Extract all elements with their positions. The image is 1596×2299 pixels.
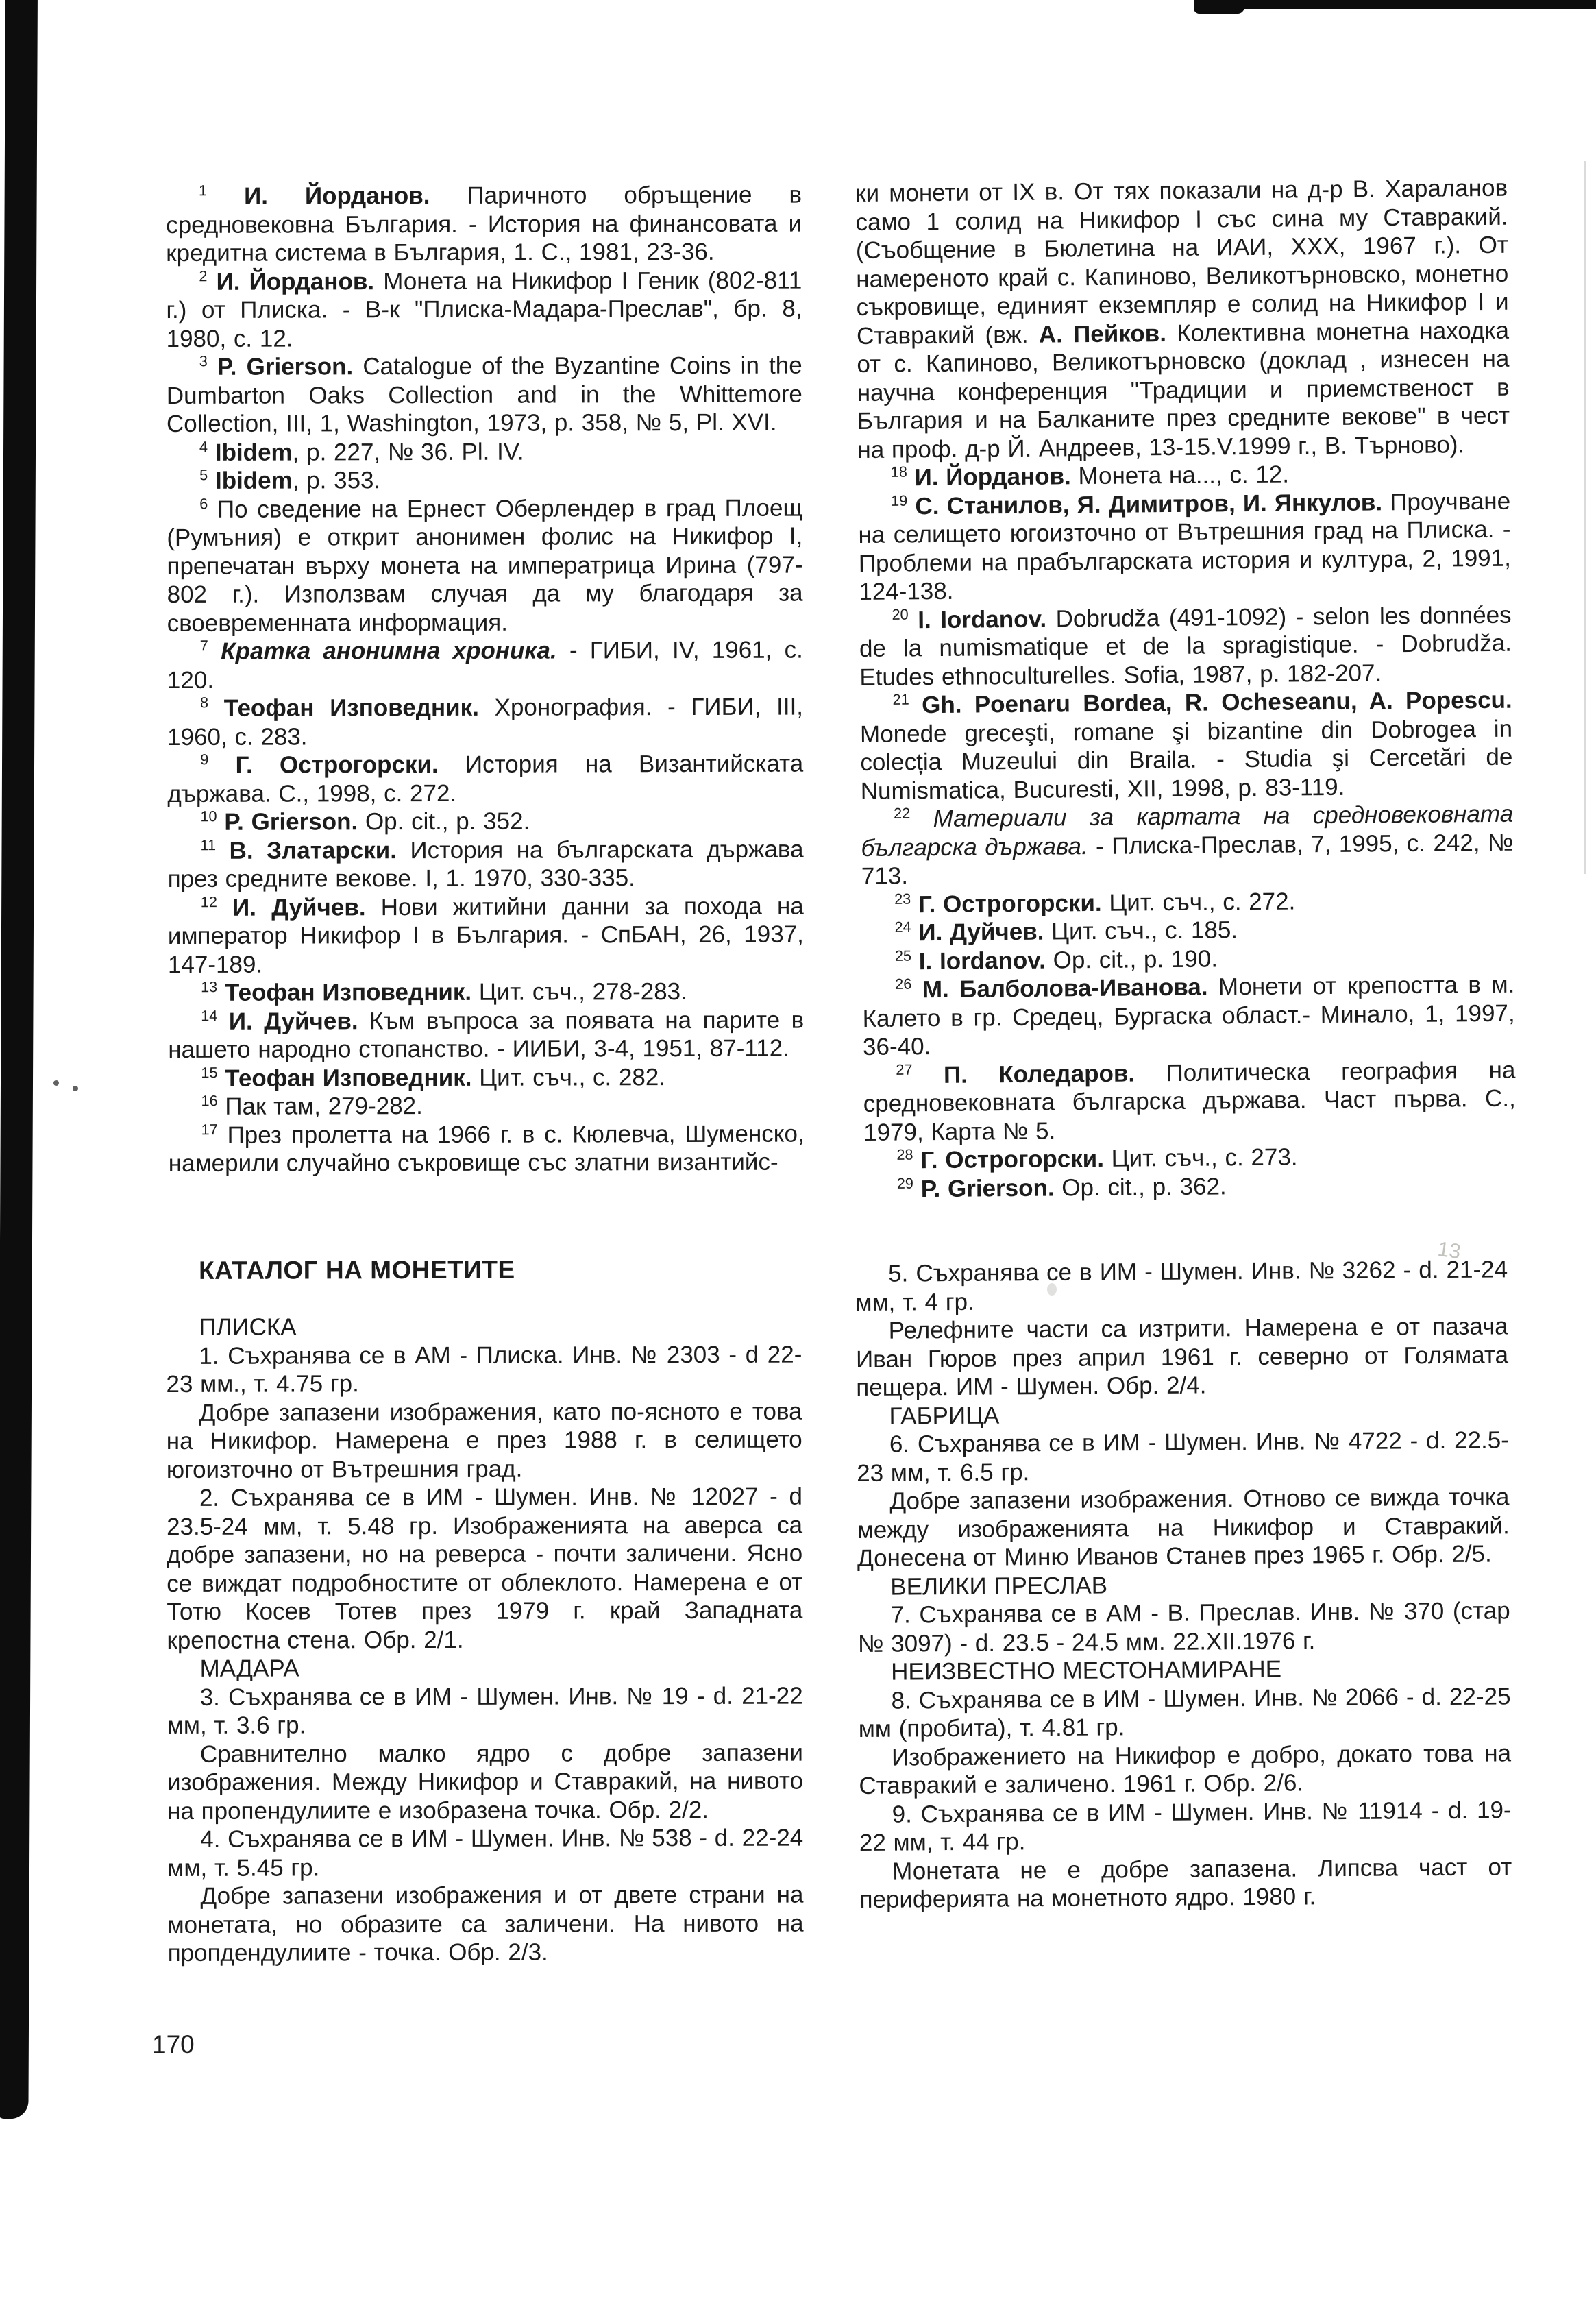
scan-artifact-top-bump — [1194, 0, 1244, 14]
text-run: Кратка анонимна хроника. — [221, 637, 557, 665]
text-run: , p. 227, № 36. Pl. IV. — [292, 438, 524, 466]
text-run: П. Коледаров. — [943, 1059, 1135, 1088]
catalog-paragraph — [858, 1682, 1511, 1744]
section-subheading — [858, 1653, 1510, 1686]
text-run: P. Grierson. — [224, 808, 358, 836]
footnote-marker: 23 — [894, 890, 911, 908]
text-run: МАДАРА — [199, 1655, 299, 1682]
text-run: 2. Съхранява се в ИМ - Шумен. Инв. № 12027 - d 23.5-24 мм, т. 5.48 гр. Изображенията на аверса са добре запазени, но на реверса - почти заличени. Ясно се виждат подробностите от облеклото. Намерена е от Тотю Косев Тотев през 1979 г. край Западната крепостна стена. Обр. 2/1. — [166, 1483, 803, 1654]
footnote-marker: 6 — [199, 494, 208, 512]
text-run: М. Балболова-Иванова. — [922, 973, 1208, 1003]
scan-artifact-pencil-mark: 13 — [1436, 1237, 1462, 1264]
footnote — [863, 1056, 1516, 1147]
footnote-marker: 4 — [199, 437, 208, 455]
catalog-paragraph — [167, 1824, 803, 1882]
catalog-paragraph — [857, 1426, 1510, 1487]
footnote — [167, 693, 803, 751]
text-run: 5. Съхранява се в ИМ - Шумен. Инв. № 3262 - d. 21-24 мм, т. 4 гр. — [855, 1256, 1508, 1316]
text-run: Материали за картата на средновековната българска държава. — [861, 800, 1514, 862]
footnote — [167, 352, 802, 439]
catalog-paragraph — [167, 1881, 803, 1968]
footnote-continuation — [855, 174, 1510, 464]
text-run: Gh. Poenaru Bordea, R. Ocheseanu, A. Popescu. — [922, 686, 1512, 719]
text-run: Добре запазени изображения, като по-ясното е това на Никифор. Намерена е през 1988 г. в селището югоизточно от Вътрешния град. — [166, 1398, 802, 1483]
scan-artifact-dots — [53, 1080, 59, 1086]
footnote-marker: 27 — [896, 1060, 913, 1078]
footnote-marker: 15 — [201, 1063, 218, 1081]
text-run: Ibidem — [214, 439, 293, 466]
text-run: - ГИБИ, IV, 1961, с. 120. — [167, 636, 803, 694]
text-run: 1. Съхранява се в АМ - Плиска. Инв. № 2303 - d 22-23 мм., т. 4.75 гр. — [166, 1341, 802, 1398]
catalog-paragraph — [167, 1738, 803, 1825]
text-run: Монета на..., с. 12. — [1070, 461, 1290, 490]
text-run: И. Йорданов. — [216, 267, 375, 295]
text-run: И. Йорданов. — [914, 463, 1071, 491]
text-run: 3. Съхранява се в ИМ - Шумен. Инв. № 19 - d. 21-22 мм, т. 3.6 гр. — [167, 1682, 803, 1739]
text-run: Op. cit., p. 352. — [358, 807, 530, 836]
scan-artifact-top-bar — [1194, 0, 1596, 9]
footnote-marker: 1 — [198, 182, 208, 199]
text-run: И. Дуйчев. — [228, 1007, 358, 1035]
catalog-paragraph — [859, 1739, 1512, 1801]
footnote — [167, 750, 803, 808]
text-run: ГАБРИЦА — [889, 1402, 1000, 1430]
text-run: Op. cit., p. 362. — [1054, 1172, 1227, 1202]
text-run: I. Iordanov. — [918, 605, 1047, 633]
catalog-column-left — [166, 1254, 804, 1968]
footnote-marker: 13 — [201, 978, 218, 996]
text-run: ПЛИСКА — [199, 1313, 297, 1341]
footnote — [168, 1062, 804, 1093]
catalog-paragraph — [857, 1596, 1510, 1658]
footnote — [167, 465, 802, 496]
text-run: Монети от крепостта в м. Калето в гр. Средец, Бургаска област.- Минало, 1, 1997, 36-40. — [862, 971, 1515, 1060]
text-run: Ibidem — [214, 467, 293, 494]
footnote-marker: 17 — [201, 1120, 218, 1138]
catalog-paragraph — [855, 1255, 1508, 1317]
text-run: 4. Съхранява се в ИМ - Шумен. Инв. № 538 - d. 22-24 мм, т. 5.45 гр. — [167, 1824, 804, 1882]
footnote — [166, 181, 802, 268]
text-run: А. Пейков. — [1038, 319, 1167, 348]
footnote-marker: 20 — [892, 605, 909, 623]
footnote-marker: 10 — [200, 807, 217, 825]
text-run: ки монети от IX в. От тях показали на д-р В. Хараланов само 1 солид на Никифор I със сина му Ставракий. (Съобщение в Бюлетина на ИАИ, XXX, 1967 г.). От намереното край с. Капиново, Великотърновско, монетно съкровище, единият екземпляр е солид на Никифор I и Ставракий (вж. — [855, 174, 1509, 350]
footnote-marker: 28 — [896, 1145, 913, 1163]
catalog-paragraph — [859, 1853, 1512, 1914]
catalog-heading: КАТАЛОГ НА МОНЕТИТЕ — [199, 1255, 515, 1285]
footnote — [167, 807, 803, 837]
footnote — [859, 600, 1512, 692]
footnote-marker: 11 — [200, 836, 217, 853]
text-run: ВЕЛИКИ ПРЕСЛАВ — [890, 1571, 1108, 1601]
footnote — [168, 1006, 804, 1064]
footnote — [860, 686, 1513, 805]
text-run: И. Йорданов. — [244, 182, 430, 210]
text-run: В. Златарски. — [229, 836, 397, 864]
footnotes-column-right — [855, 174, 1517, 1204]
catalog-paragraph — [857, 1483, 1510, 1572]
text-run: История на българската държава през средните векове. I, 1. 1970, 330-335. — [167, 836, 804, 892]
text-run: Цит. съч., с. 272. — [1101, 887, 1296, 916]
text-run: Dobrudža (491-1092) - selon les données de la numismatique et de la spragistique. - Dobrudža. Etudes ethnoculturelles. Sofia, 1987, p. 182-207. — [859, 601, 1512, 691]
catalog-left-items — [166, 1312, 803, 1968]
text-run: По сведение на Ернест Оберлендер в град Плоещ (Румъния) е открит анонимен фолис на Никифор I, препечатан върху монета на императрица Ирина (797-802 г.). Използвам случая да му благодаря за своевременната информация. — [167, 494, 803, 637]
text-run: Monede greceşti, romane şi bizantine din Dobrogea in colecția Muzeului din Braila. - Studia şi Cercetări de Numismatica, Bucuresti, XII, 1998, p. 83-119. — [859, 715, 1513, 805]
catalog-paragraph — [167, 1397, 802, 1484]
footnote — [861, 800, 1514, 891]
text-run: Op. cit., p. 190. — [1045, 945, 1218, 974]
footnote — [167, 835, 803, 893]
footnote-marker: 5 — [199, 466, 208, 484]
footnote-marker: 12 — [200, 892, 217, 910]
text-run: И. Дуйчев. — [918, 918, 1044, 947]
text-run: Релефните части са изтрити. Намерена е от пазача Иван Гюров през април 1961 г. северно от Голямата пещера. ИМ - Шумен. Обр. 2/4. — [855, 1313, 1509, 1401]
text-run: Проучване на селището югоизточно от Вътрешния град на Плиска. - Проблеми на прабългарската история и култура, 2, 1991, 124-138. — [858, 487, 1512, 605]
text-run: Г. Острогорски. — [920, 1145, 1105, 1174]
text-run: , p. 353. — [292, 467, 381, 494]
footnotes-column-left — [166, 181, 805, 1178]
text-run: Цит. съч., 278-283. — [471, 978, 687, 1006]
text-run: Паричното обръщение в средновековна България. - История на финансовата и кредитна система в България, 1. С., 1981, 23-36. — [166, 181, 802, 267]
footnote — [862, 971, 1515, 1062]
text-run: И. Дуйчев. — [232, 893, 366, 921]
text-run: Нови житийни данни за похода на император Никифор I в България. - СпБАН, 26, 1937, 147-189. — [167, 892, 804, 978]
text-run: Сравнително малко ядро с добре запазени изображения. Между Никифор и Ставракий, на нивото на пропендулиите е изобразена точка. Обр. 2/2. — [167, 1739, 804, 1825]
footnote-marker: 3 — [199, 352, 208, 370]
footnote — [167, 437, 802, 467]
text-run: Хронография. - ГИБИ, III, 1960, с. 283. — [167, 693, 804, 751]
footnote-marker: 26 — [895, 975, 912, 993]
page-number: 170 — [152, 2030, 195, 2058]
section-subheading — [166, 1312, 802, 1342]
footnote — [166, 266, 802, 353]
text-run: 6. Съхранява се в ИМ - Шумен. Инв. № 4722 - d. 22.5-23 мм, т. 6.5 гр. — [857, 1426, 1509, 1487]
footnote-marker: 16 — [201, 1092, 218, 1110]
text-run: Добре запазени изображения и от двете страни на монетата, но образите са заличени. На нивото на пропдендулиите - точка. Обр. 2/3. — [167, 1881, 804, 1967]
text-run: Политическа география на средновековната българска държава. Част първа. С., 1979, Карта № 5. — [863, 1056, 1516, 1146]
text-run: Теофан Изповедник. — [225, 1064, 472, 1092]
footnote-marker: 18 — [890, 463, 907, 481]
catalog-paragraph — [167, 1681, 803, 1740]
text-run: Catalogue of the Byzantine Coins in the Dumbarton Oaks Collection and in the Whittemore Collection, III, 1, Washington, 1973, p. 358, № 5, Pl. XVI. — [166, 352, 802, 437]
catalog-column-right — [855, 1255, 1512, 1914]
scan-artifact-left-bar — [0, 0, 38, 2119]
text-run: През пролетта на 1966 г. в с. Кюлевча, Шуменско, намерили случайно съкровище със златни византийс- — [168, 1120, 805, 1177]
text-run: - Плиска-Преслав, 7, 1995, с. 242, № 713. — [861, 829, 1514, 890]
text-run: Цит. съч., с. 273. — [1103, 1143, 1298, 1172]
text-run: Цит. съч., с. 282. — [471, 1063, 666, 1091]
footnote — [169, 1119, 805, 1178]
footnote-marker: 25 — [894, 947, 912, 964]
section-subheading — [167, 1653, 803, 1683]
scan-artifact-page-edge-line — [1584, 161, 1586, 874]
catalog-paragraph — [166, 1340, 802, 1398]
footnote-marker: 24 — [894, 918, 911, 936]
text-run: Към въпроса за появата на парите в нашето народно стопанство. - ИИБИ, 3-4, 1951, 87-112. — [168, 1006, 805, 1063]
text-run: НЕИЗВЕСТНО МЕСТОНАМИРАНЕ — [891, 1655, 1282, 1686]
text-run: Колективна монетна находка от с. Капиново, Великотърновско (доклад , изнесен на научна конференция "Традиции и приемственост в България и на Балканите през средните векове" в чест на проф. д-р Й. Андреев, 13-15.V.1999 г., В. Търново). — [857, 317, 1510, 463]
text-run: 8. Съхранява се в ИМ - Шумен. Инв. № 2066 - d. 22-25 мм (пробита), т. 4.81 гр. — [858, 1682, 1511, 1742]
text-run: Цит. съч., с. 185. — [1044, 916, 1238, 945]
section-subheading — [856, 1398, 1508, 1431]
footnote-marker: 7 — [199, 637, 208, 655]
footnote-marker: 19 — [890, 491, 908, 509]
text-run: Г. Острогорски. — [235, 751, 439, 779]
footnote — [864, 1169, 1517, 1204]
text-run: Г. Острогорски. — [918, 889, 1102, 918]
footnote — [168, 1091, 804, 1121]
footnote — [168, 977, 804, 1008]
text-run: P. Grierson. — [920, 1174, 1055, 1202]
footnote — [167, 636, 803, 694]
footnote-marker: 21 — [892, 690, 909, 708]
footnote — [167, 494, 803, 637]
section-subheading — [857, 1568, 1510, 1601]
text-run: Монета на Никифор I Геник (802-811 г.) от Плиска. - В-к "Плиска-Мадара-Преслав", бр. 8, 1980, с. 12. — [166, 267, 802, 352]
footnote-marker: 22 — [893, 804, 911, 822]
text-run: Монетата не е добре запазена. Липсва част от периферията на монетното ядро. 1980 г. — [859, 1853, 1512, 1913]
text-run: Теофан Изповедник. — [224, 978, 472, 1006]
text-run: Добре запазени изображения. Отново се вижда точка между изображенията на Никифор и Ставракий. Донесена от Миню Иванов Станев през 1965 г. Обр. 2/5. — [857, 1483, 1510, 1572]
footnote-marker: 14 — [201, 1006, 218, 1024]
footnote-marker: 2 — [199, 267, 208, 284]
catalog-paragraph — [856, 1312, 1509, 1402]
text-run: P. Grierson. — [217, 353, 354, 380]
footnote — [858, 487, 1511, 606]
text-run: Теофан Изповедник. — [223, 694, 479, 722]
footnote-marker: 29 — [896, 1174, 914, 1192]
text-run: Изображението на Никифор е добро, докато това на Ставракий е заличено. 1961 г. Обр. 2/6. — [859, 1739, 1512, 1799]
footnote — [168, 892, 804, 979]
text-run: Пак там, 279-282. — [225, 1093, 423, 1120]
text-run: I. Iordanov. — [918, 947, 1046, 975]
text-run: 9. Съхранява се в ИМ - Шумен. Инв. № 11914 - d. 19-22 мм, т. 44 гр. — [859, 1796, 1512, 1856]
catalog-paragraph — [859, 1796, 1512, 1858]
text-run: С. Станилов, Я. Димитров, И. Янкулов. — [915, 488, 1383, 520]
text-run: История на Византийската държава. С., 1998, с. 272. — [167, 750, 804, 807]
footnote-marker: 9 — [200, 751, 209, 768]
text-run: 7. Съхранява се в АМ - В. Преслав. Инв. № 370 (стар № 3097) - d. 23.5 - 24.5 мм. 22.XII.1976 г. — [857, 1597, 1510, 1657]
footnote-marker: 8 — [199, 694, 209, 711]
catalog-paragraph — [167, 1483, 803, 1655]
